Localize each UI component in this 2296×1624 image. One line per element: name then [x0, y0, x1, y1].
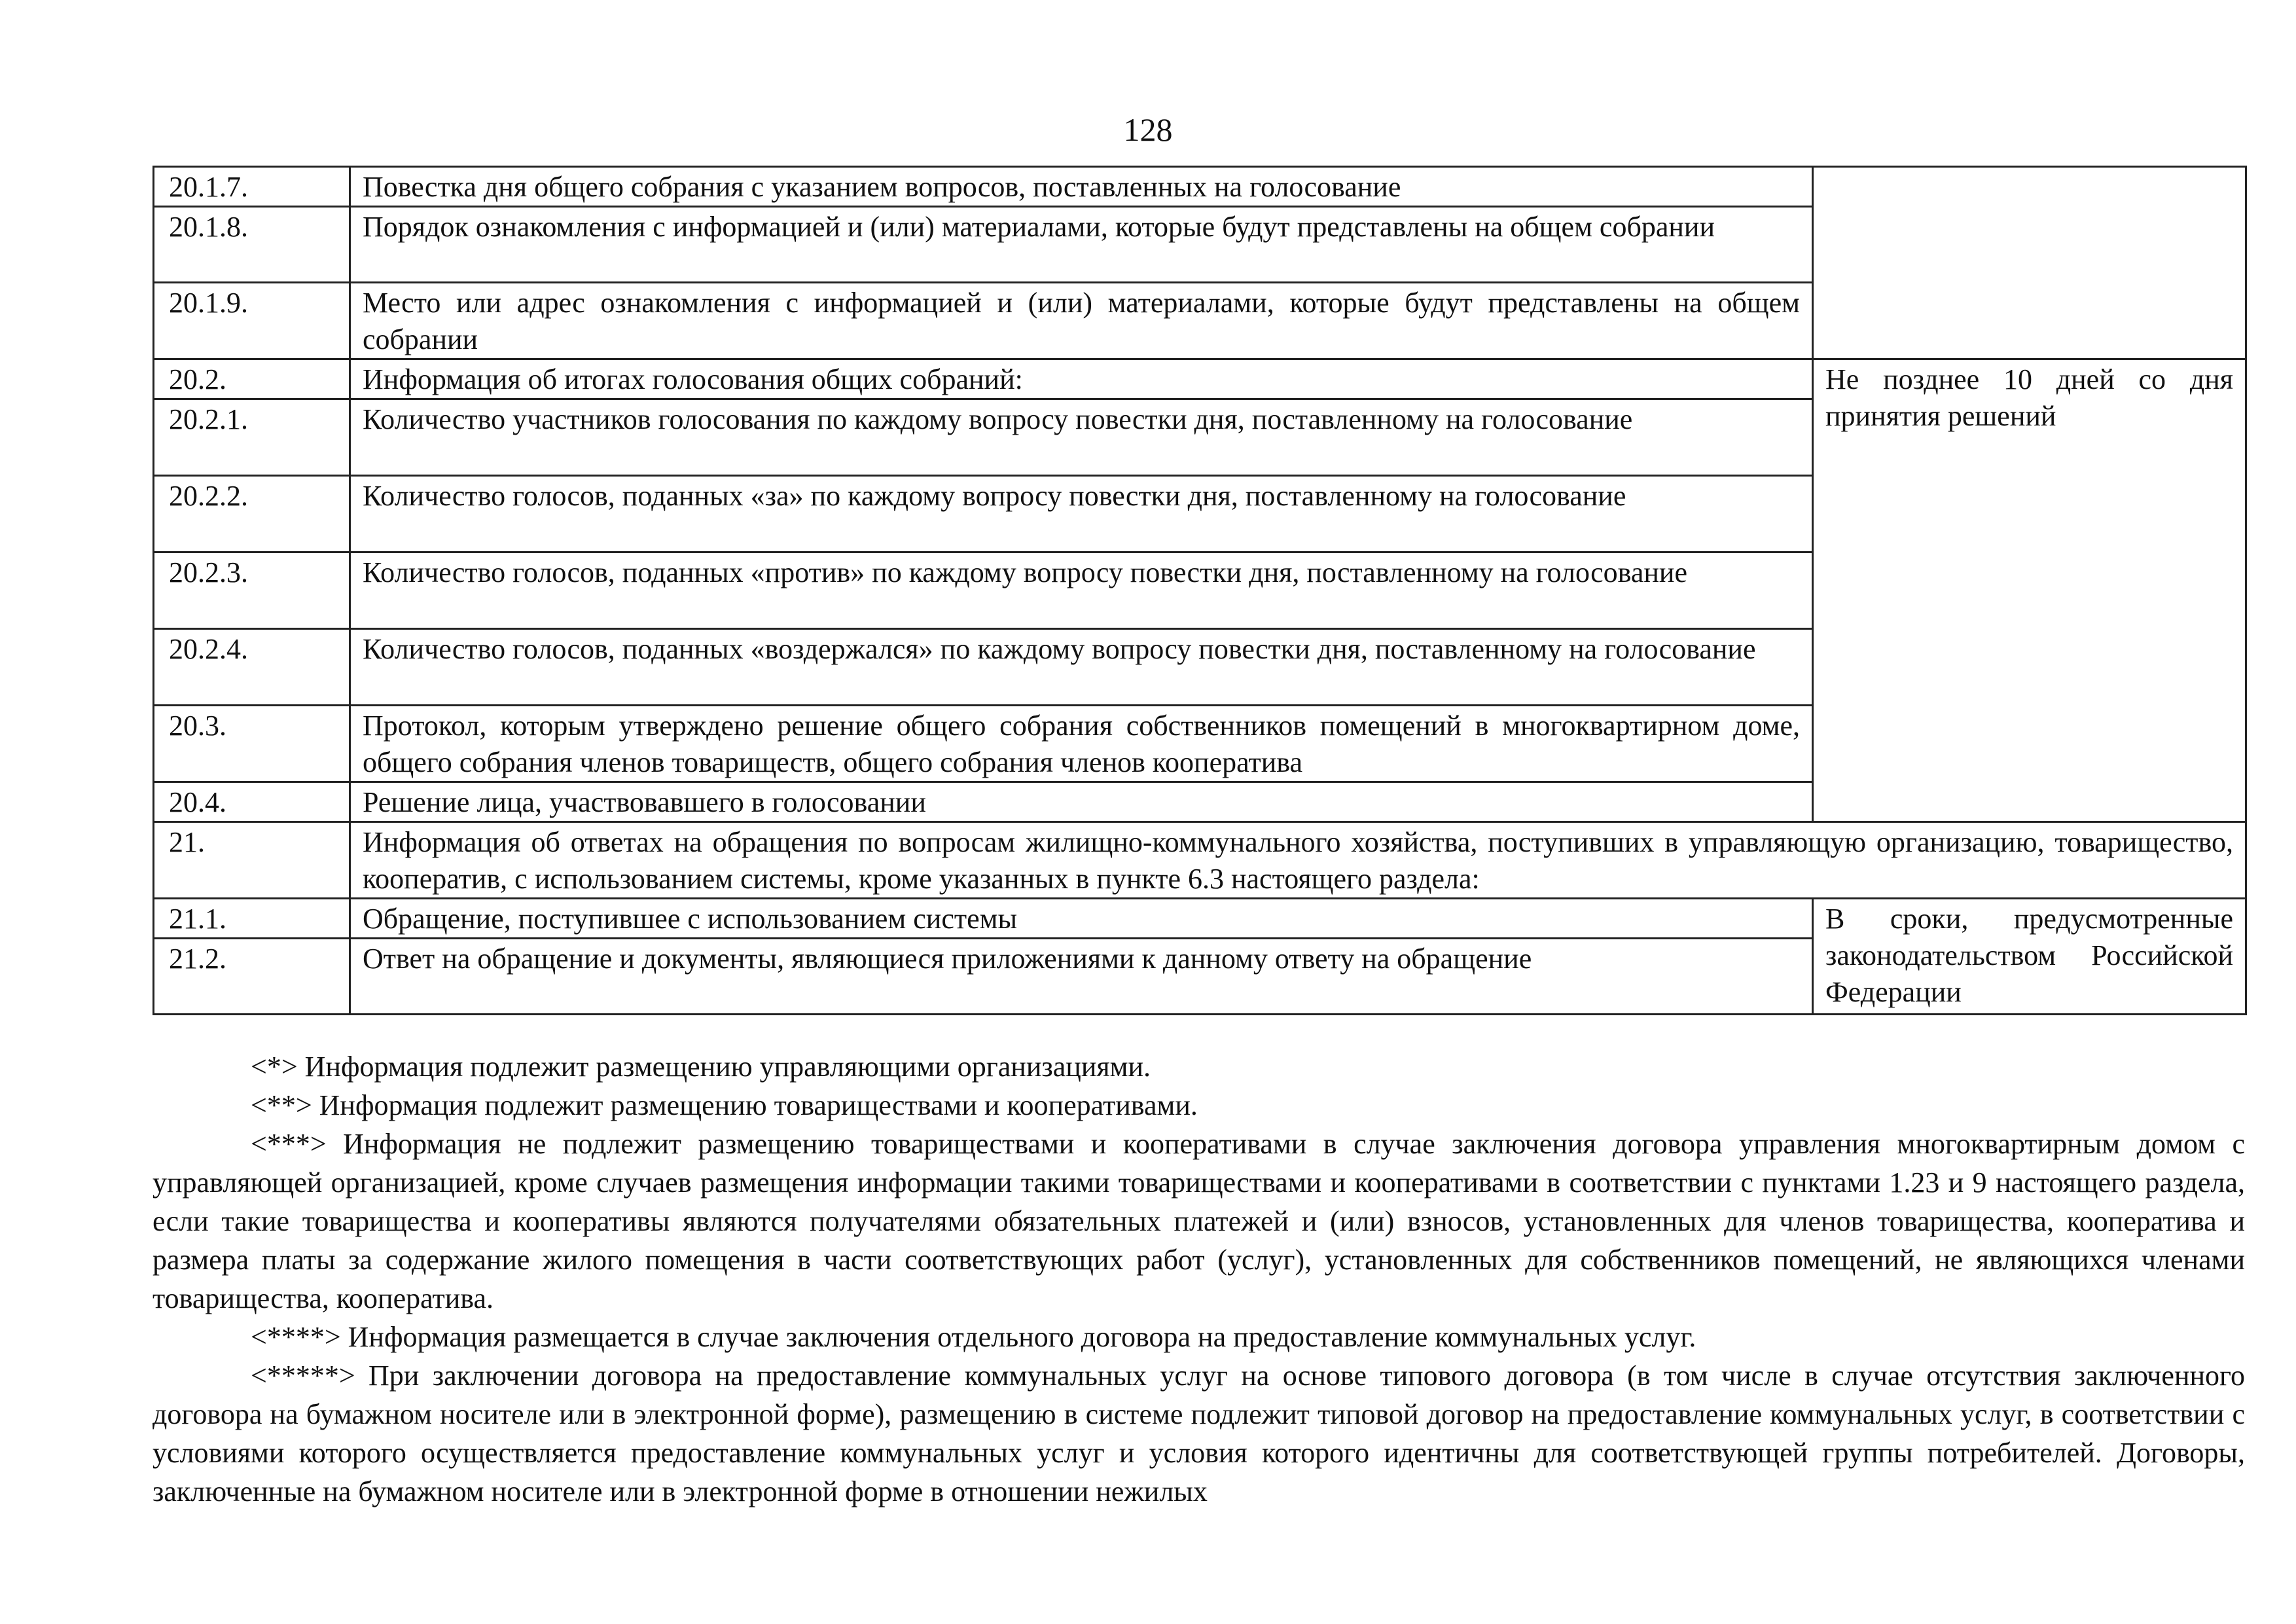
row-description: Обращение, поступившее с использованием системы — [350, 899, 1813, 939]
footnote: <*> Информация подлежит размещению управляющими организациями. — [251, 1051, 1151, 1083]
row-number: 21. — [154, 822, 350, 899]
row-description: Количество голосов, поданных «против» по каждому вопросу повестки дня, поставленному на голосование — [350, 552, 1813, 629]
row-number: 20.3. — [154, 706, 350, 782]
row-number: 21.1. — [154, 899, 350, 939]
row-description: Информация об итогах голосования общих собраний: — [350, 359, 1813, 399]
term-cell-appeals: В сроки, предусмотренные законодательством Российской Федерации — [1813, 899, 2246, 1015]
row-number: 20.2.1. — [154, 399, 350, 476]
row-description: Количество голосов, поданных «воздержался» по каждому вопросу повестки дня, поставленному на голосование — [350, 629, 1813, 706]
row-description: Порядок ознакомления с информацией и (или) материалами, которые будут представлены на общем собрании — [350, 207, 1813, 283]
row-number: 20.1.8. — [154, 207, 350, 283]
term-cell-results: Не позднее 10 дней со дня принятия решений — [1813, 359, 2246, 822]
row-description: Количество голосов, поданных «за» по каждому вопросу повестки дня, поставленному на голосование — [350, 476, 1813, 552]
row-description: Ответ на обращение и документы, являющиеся приложениями к данному ответу на обращение — [350, 939, 1813, 1015]
term-cell-empty — [1813, 167, 2246, 359]
info-table — [152, 166, 2247, 1015]
row-number: 20.2. — [154, 359, 350, 399]
row-number: 21.2. — [154, 939, 350, 1015]
footnote: <**> Информация подлежит размещению товариществами и кооперативами. — [251, 1089, 1198, 1121]
row-number: 20.2.4. — [154, 629, 350, 706]
footnote: <***> Информация не подлежит размещению товариществами и кооперативами в случае заключения договора управления многоквартирным домом с управляющей организацией, кроме случаев размещения информации такими товариществами и кооперативами в соответствии с пунктами 1.23 и 9 настоящего раздела, если такие товарищества и кооперативы являются получателями обязательных платежей и (или) взносов, установленных для членов товарищества, кооператива и размера платы за содержание жилого помещения в части соответствующих работ (услуг), установленных для собственников помещений, не являющихся членами товарищества, кооператива. — [152, 1128, 2245, 1314]
table-row — [154, 167, 2246, 207]
row-description: Повестка дня общего собрания с указанием вопросов, поставленных на голосование — [350, 167, 1813, 207]
table-row — [154, 899, 2246, 939]
row-number: 20.1.7. — [154, 167, 350, 207]
page-number: 128 — [1123, 111, 1173, 148]
row-description: Количество участников голосования по каждому вопросу повестки дня, поставленному на голосование — [350, 399, 1813, 476]
footnotes — [152, 1047, 2245, 1511]
row-number: 20.2.2. — [154, 476, 350, 552]
table-row — [154, 359, 2246, 399]
row-number: 20.1.9. — [154, 283, 350, 359]
table-row — [154, 822, 2246, 899]
row-description: Информация об ответах на обращения по вопросам жилищно-коммунального хозяйства, поступивших в управляющую организацию, товарищество, кооператив, с использованием системы, кроме указанных в пункте 6.3 настоящего раздела: — [350, 822, 2246, 899]
row-number: 20.4. — [154, 782, 350, 822]
footnote: <****> Информация размещается в случае заключения отдельного договора на предоставление коммунальных услуг. — [251, 1321, 1696, 1353]
row-description: Решение лица, участвовавшего в голосовании — [350, 782, 1813, 822]
row-number: 20.2.3. — [154, 552, 350, 629]
footnote: <*****> При заключении договора на предоставление коммунальных услуг на основе типового договора (в том числе в случае отсутствия заключенного договора на бумажном носителе или в электронной форме), размещению в системе подлежит типовой договор на предоставление коммунальных услуг, в соответствии с условиями которого осуществляется предоставление коммунальных услуг и условия которого идентичны для соответствующей группы потребителей. Договоры, заключенные на бумажном носителе или в электронной форме в отношении нежилых — [152, 1360, 2245, 1507]
row-description: Протокол, которым утверждено решение общего собрания собственников помещений в многоквартирном доме, общего собрания членов товариществ, общего собрания членов кооператива — [350, 706, 1813, 782]
row-description: Место или адрес ознакомления с информацией и (или) материалами, которые будут представлены на общем собрании — [350, 283, 1813, 359]
